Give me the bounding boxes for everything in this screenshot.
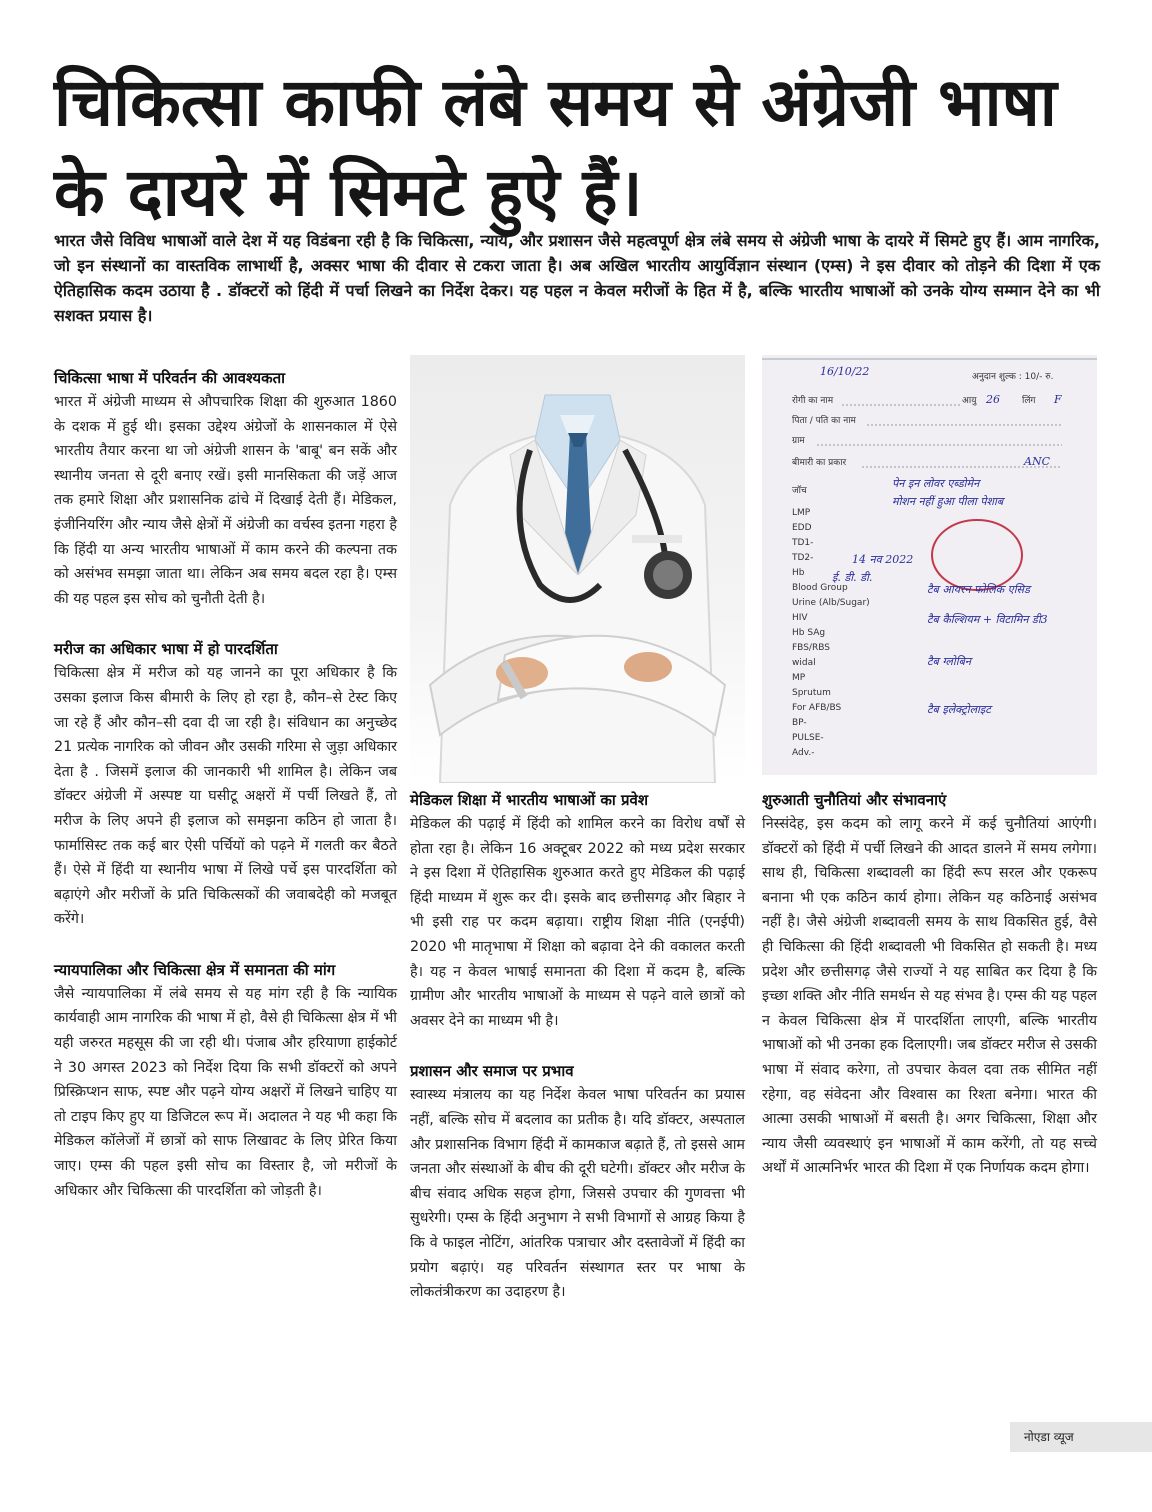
section-body-judiciary: जैसे न्यायपालिका में लंबे समय से यह मांग रही है कि न्यायिक कार्यवाही आम नागरिक की भाषा में हो, वैसे ही चिकित्सा क्षेत्र में भी यही जरुरत महसूस की जा रही थी। पंजाब और हरियाणा हाईकोर्ट ने 30 अगस्त 2023 को निर्देश दिया कि सभी डॉक्टरों को अपने प्रिस्क्रिप्शन साफ, स्पष्ट और पढ़ने योग्य अक्षरों में लिखने चाहिए या तो टाइप किए हुए या डिजिटल रूप में। अदालत ने यह भी कहा कि मेडिकल कॉलेजों में छात्रों को साफ लिखावट के लिए प्रेरित किया जाए। एम्स की पहल इसी सोच का विस्तार है, जो मरीजों के अधिकार और चिकित्सा की पारदर्शिता को जोड़ती है। [54,985,397,1199]
rx-date: 16/10/22 [820,365,870,378]
section-body-medical-education: मेडिकल की पढ़ाई में हिंदी को शामिल करने का विरोध वर्षों से होता रहा है। लेकिन 16 अक्टूबर 2022 को मध्य प्रदेश सरकार ने इस दिशा में ऐतिहासिक शुरुआत करते हुए मेडिकल की पढ़ाई हिंदी माध्यम में शुरू कर दी। इसके बाद छत्तीसगढ़ और बिहार ने भी इसी राह पर कदम बढ़ाया। राष्ट्रीय शिक्षा नीति (एनईपी) 2020 भी मातृभाषा में शिक्षा को बढ़ावा देने की वकालत करती है। यह न केवल भाषाई समानता की दिशा में कदम है, बल्कि ग्रामीण और भारतीय भाषाओं के माध्यम से पढ़ने वाले छात्रों को अवसर देने का माध्यम भी है। [410,816,745,1029]
rx-father-label: पिता / पति का नाम [792,416,856,426]
prescription-sheet [762,355,1097,775]
rx-note-1: पेन इन लोवर एब्डोमेन [892,477,980,490]
rx-lab-label: FBS/RBS [792,643,830,653]
rx-note-3: 14 नव 2022 [852,553,914,566]
rx-lab-label: widal [792,658,816,668]
rx-disease-label: बीमारी का प्रकार [792,458,847,468]
prescription-photo [762,355,1097,775]
rx-note-7: टैब ग्लोबिन [927,655,971,668]
column-right [762,790,1097,1181]
column-middle [410,790,745,1305]
rx-lab-label: PULSE- [792,733,824,743]
rx-sex-value: F [1054,393,1062,406]
rx-lab-label: HIV [792,613,808,623]
rx-lab-label: Hb SAg [792,628,826,638]
section-heading-patient-rights: मरीज का अधिकार भाषा में हो पारदर्शिता [54,640,278,659]
rx-lab-label: Urine (Alb/Sugar) [792,598,870,608]
rx-age-value: 26 [986,393,1000,406]
rx-note-5: टैब आयरन फोलिक एसिड [927,583,1030,596]
rx-name-label: रोगी का नाम [792,396,834,406]
doctor-photo [410,355,745,783]
column-left [54,368,397,1203]
rx-age-label: आयु [962,396,977,406]
section-heading-language-need: चिकित्सा भाषा में परिवर्तन की आवश्यकता [54,369,286,387]
rx-fee: अनुदान शुल्क : 10/- रु. [972,372,1054,382]
publication-footer: नोएडा व्यूज [1010,1422,1152,1452]
section-body-patient-rights: चिकित्सा क्षेत्र में मरीज को यह जानने का पूरा अधिकार है कि उसका इलाज किस बीमारी के लिए हो रहा है, कौन–से टेस्ट किए जा रहे हैं और कौन–सी दवा दी जा रही है। संविधान का अनुच्छेद 21 प्रत्येक नागरिक को जीवन और उसकी गरिमा से जुड़ा अधिकार देता है . जिसमें इलाज की जानकारी भी शामिल है। लेकिन जब डॉक्टर अंग्रेजी में अस्पष्ट या घसीटू अक्षरों में पर्ची लिखते हैं, तो मरीज के लिए अपने ही इलाज को समझना कठिन हो जाता है। फार्मासिस्ट तक कई बार ऐसी पर्चियों को पढ़ने में गलती कर बैठते हैं। ऐसे में हिंदी या स्थानीय भाषा में लिखे पर्चे इस पारदर्शिता को बढ़ाएंगे और मरीजों के प्रति चिकित्सकों की जवाबदेही को मजबूत करेंगे। [54,665,397,928]
section-body-administration: स्वास्थ्य मंत्रालय का यह निर्देश केवल भाषा परिवर्तन का प्रयास नहीं, बल्कि सोच में बदलाव का प्रतीक है। यदि डॉक्टर, अस्पताल और प्रशासनिक विभाग हिंदी में कामकाज बढ़ाते हैं, तो इससे आम जनता और संस्थाओं के बीच की दूरी घटेगी। डॉक्टर और मरीज के बीच संवाद अधिक सहज होगा, जिससे उपचार की गुणवत्ता भी सुधरेगी। एम्स के हिंदी अनुभाग ने सभी विभागों से आग्रह किया है कि वे फाइल नोटिंग, आंतरिक पत्राचार और दस्तावेजों में हिंदी का प्रयोग बढ़ाएं। यह परिवर्तन संस्थागत स्तर पर भाषा के लोकतंत्रीकरण का उदाहरण है। [410,1087,745,1301]
rx-lab-label: EDD [792,523,812,533]
section-body-language-need: भारत में अंग्रेजी माध्यम से औपचारिक शिक्षा की शुरुआत 1860 के दशक में हुई थी। इसका उद्देश्य अंग्रेजों के शासनकाल में ऐसे भारतीय तैयार करना था जो अंग्रेजी शासन के 'बाबू' बन सकें और स्थानीय जनता से दूरी बनाए रखें। इसी मानसिकता की जड़ें आज तक हमारे शिक्षा और प्रशासनिक ढांचे में दिखाई देती हैं। मेडिकल, इंजीनियरिंग और न्याय जैसे क्षेत्रों में अंग्रेजी का वर्चस्व इतना गहरा है कि हिंदी या अन्य भारतीय भाषाओं में काम करने की कल्पना तक को असंभव समझा जाता था। लेकिन अब समय बदल रहा है। एम्स की यह पहल इस सोच को चुनौती देती है। [54,394,397,607]
section-body-challenges: निस्संदेह, इस कदम को लागू करने में कई चुनौतियां आएंगी। डॉक्टरों को हिंदी में पर्ची लिखने की आदत डालने में समय लगेगा। साथ ही, चिकित्सा शब्दावली का हिंदी रूप सरल और एकरूप बनाना भी एक कठिन कार्य होगा। लेकिन यह कठिनाई असंभव नहीं है। जैसे अंग्रेजी शब्दावली समय के साथ विकसित हुई, वैसे ही चिकित्सा की हिंदी शब्दावली भी विकसित हो सकती है। मध्य प्रदेश और छत्तीसगढ़ जैसे राज्यों ने यह साबित कर दिया है कि इच्छा शक्ति और नीति समर्थन से यह संभव है। एम्स की यह पहल न केवल चिकित्सा क्षेत्र में पारदर्शिता लाएगी, बल्कि भारतीय भाषाओं को भी उनका हक दिलाएगी। जब डॉक्टर मरीज से उसकी भाषा में संवाद करेगा, तो उपचार केवल दवा तक सीमित नहीं रहेगा, वह संवेदना और विश्वास का रिश्ता बनेगा। भारत की आत्मा उसकी भाषाओं में बसती है। अगर चिकित्सा, शिक्षा और न्याय जैसी व्यवस्थाएं इन भाषाओं में काम करेंगी, तो यह सच्चे अर्थों में आत्मनिर्भर भारत की दिशा में एक निर्णायक कदम होगा। [762,816,1097,1177]
rx-sex-label: लिंग [1022,396,1036,406]
rx-lab-label: For AFB/BS [792,703,842,713]
rx-note-2: मोशन नहीं हुआ पीला पेशाब [892,495,1004,508]
rx-lab-label: TD1- [792,538,814,548]
section-heading-administration: प्रशासन और समाज पर प्रभाव [410,1062,574,1081]
rx-test-label: जॉच [792,486,807,496]
rx-disease-value: ANC [1024,455,1050,468]
rx-village-label: ग्राम [792,436,805,446]
intro-paragraph: भारत जैसे विविध भाषाओं वाले देश में यह विडंबना रही है कि चिकित्सा, न्याय, और प्रशासन जैसे महत्वपूर्ण क्षेत्र लंबे समय से अंग्रेजी भाषा के दायरे में सिमटे हुए हैं। आम नागरिक, जो इन संस्थानों का वास्तविक लाभार्थी है, अक्सर भाषा की दीवार से टकरा जाता है। अब अखिल भारतीय आयुर्विज्ञान संस्थान (एम्स) ने इस दीवार को तोड़ने की दिशा में एक ऐतिहासिक कदम उठाया है . डॉक्टरों को हिंदी में पर्चा लिखने का निर्देश देकर। यह पहल न केवल मरीजों के हित में है, बल्कि भारतीय भाषाओं को उनके योग्य सम्मान देने का भी सशक्त प्रयास है। [54,231,1100,325]
rx-lab-label: Adv.- [792,748,815,758]
rx-lab-label: Sprutum [792,688,831,698]
section-heading-medical-education: मेडिकल शिक्षा में भारतीय भाषाओं का प्रवेश [410,791,649,809]
section-heading-challenges: शुरुआती चुनौतियां और संभावनाएं [762,791,947,809]
rx-lab-label: BP- [792,718,807,728]
rx-lab-label: LMP [792,508,811,518]
rx-lab-label: Blood Group [792,583,848,593]
section-heading-judiciary: न्यायपालिका और चिकित्सा क्षेत्र में समानता की मांग [54,960,336,979]
rx-note-8: टैब इलेक्ट्रोलाइट [927,703,991,716]
rx-lab-label: Hb [792,568,805,578]
rx-lab-label: MP [792,673,806,683]
rx-lab-label: TD2- [792,553,814,563]
rx-note-6: टैब कैल्शियम + विटामिन डी3 [927,613,1048,626]
headline: चिकित्सा काफी लंबे समय से अंग्रेजी भाषा के दायरे में सिमटे हुऐ हैं। [54,64,1057,231]
rx-note-4: ई. डी. डी. [832,571,873,584]
doctor-illustration [410,355,745,783]
